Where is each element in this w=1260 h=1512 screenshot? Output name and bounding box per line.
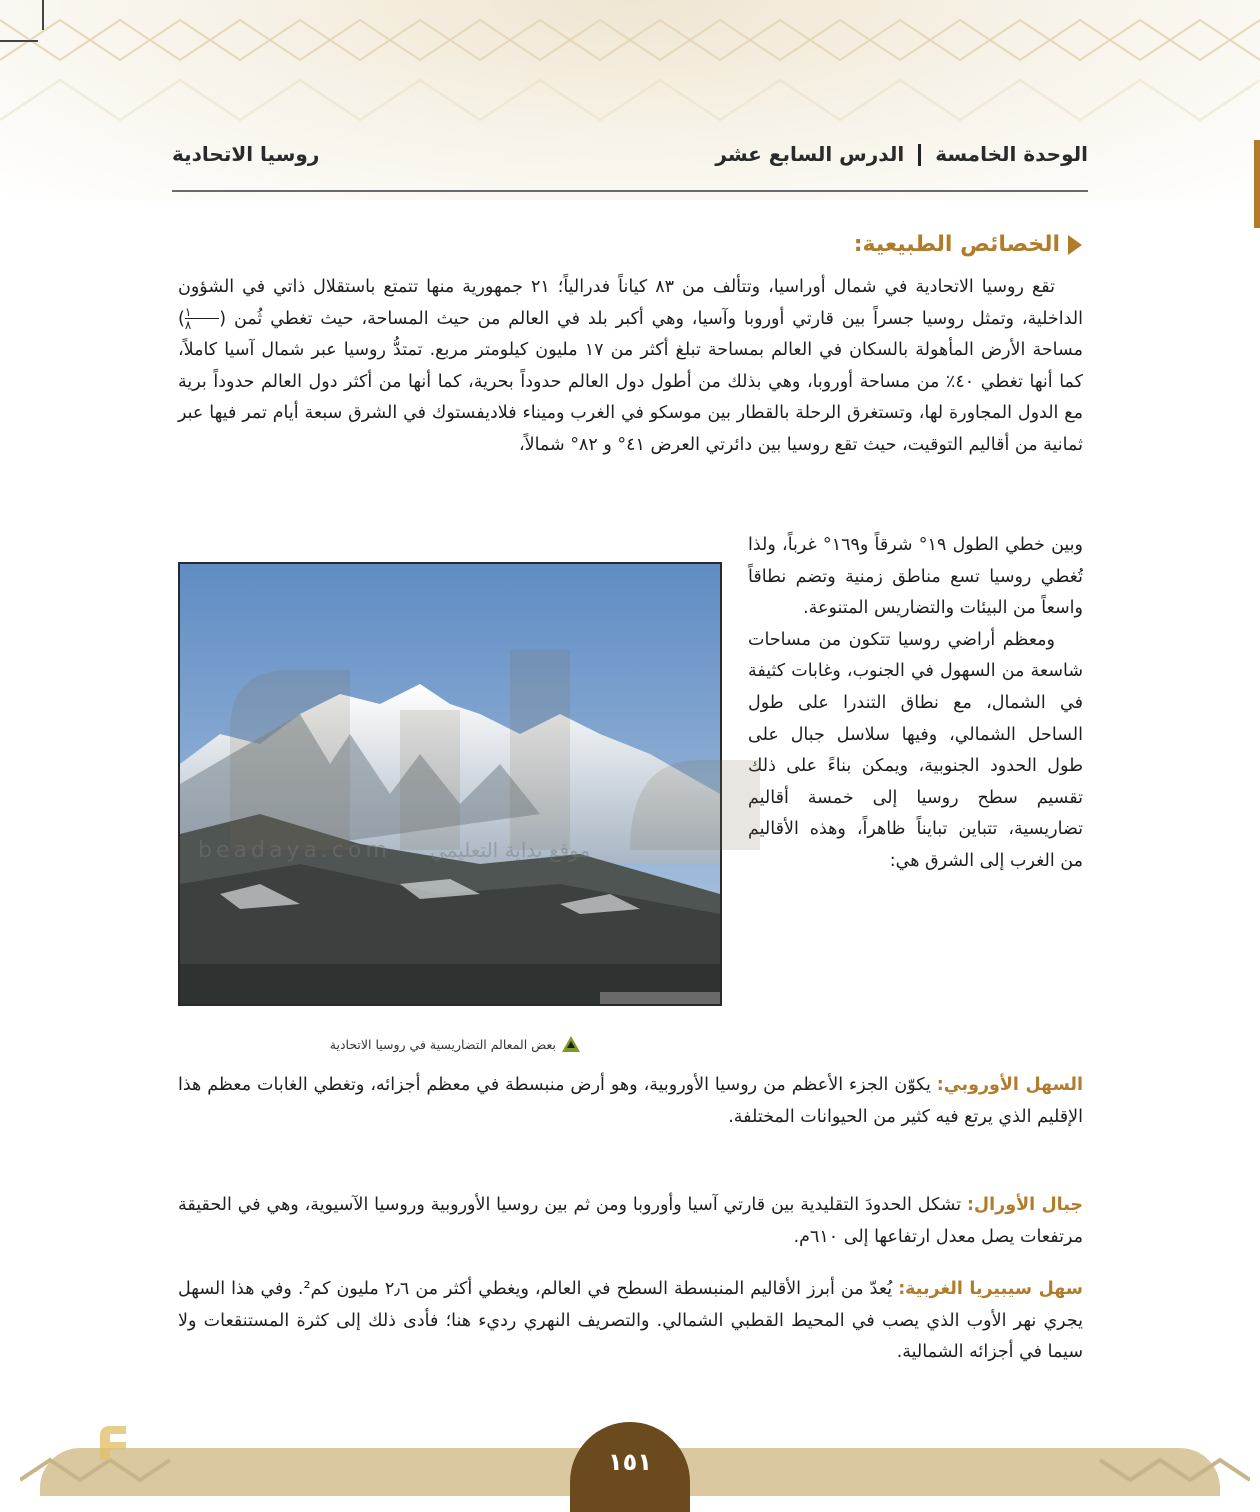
region-paragraph xyxy=(178,1070,1083,1133)
fraction-denominator: ٨ xyxy=(185,318,219,331)
figure-caption-text: بعض المعالم التضاريسية في روسيا الاتحادية xyxy=(329,1036,556,1052)
lesson-label: الدرس السابع عشر xyxy=(715,141,905,166)
footer-ornament-right xyxy=(1090,1440,1250,1496)
region-term: سهل سيبيريا الغربية: xyxy=(898,1279,1084,1299)
region-term: السهل الأوروبي: xyxy=(936,1075,1083,1095)
triangle-marker-icon xyxy=(562,1036,580,1052)
region-description: يُعدّ من أبرز الأقاليم المنبسطة السطح في العالم، ويغطي أكثر من ٢٫٦ مليون كم². وفي هذا السهل يجري نهر الأوب الذي يصب في المحيط القطبي الشمالي. والتصريف النهري رديء هنا؛ فأدى ذلك إلى كثرة المستنقعات ولا سيما في أجزائه الشمالية. xyxy=(178,1279,1083,1363)
crop-mark xyxy=(42,0,44,30)
figure-caption xyxy=(290,1036,580,1052)
page-number: ١٥١ xyxy=(570,1422,690,1512)
unit-label: الوحدة الخامسة xyxy=(935,141,1088,166)
running-header xyxy=(172,134,1088,174)
region-paragraph xyxy=(178,1274,1083,1369)
mountain-photo xyxy=(178,562,722,1006)
fraction-numerator: ١ xyxy=(184,305,192,320)
intro-paragraph xyxy=(178,272,1083,462)
chapter-title: روسيا الاتحادية xyxy=(172,142,320,166)
watermark-url: beadaya.com xyxy=(198,838,391,863)
watermark-site-label: موقع بداية التعليمي xyxy=(430,838,591,862)
section-title-text: الخصائص الطبيعية: xyxy=(853,232,1060,257)
unit-lesson-label xyxy=(715,142,1088,167)
intro-text-part2: ) مساحة الأرض المأهولة بالسكان في العالم بمساحة تبلغ أكثر من ١٧ مليون كيلومتر مربع. تمتدُّ روسيا عبر شمال آسيا كاملاً، كما أنها تغطي ٤٠٪ من مساحة أوروبا، وهي بذلك من أطول دول العالم حدوداً بحرية، كما أنها من أكثر دول العالم حدوداً برية مع الدول المجاورة لها، وتستغرق الرحلة بالقطار بين موسكو في الغرب وميناء فلاديفستوك في الشرق سبعة أيام تمر فيها عبر ثمانية من أقاليم التوقيت، حيث تقع روسيا بين دائرتي العرض ٤١° و ٨٢° شمالاً، xyxy=(178,308,1083,455)
header-separator xyxy=(918,144,921,166)
triangle-bullet-icon xyxy=(1068,235,1082,255)
publisher-logo-icon xyxy=(96,1420,136,1464)
region-term: جبال الأورال: xyxy=(966,1195,1083,1215)
crop-mark xyxy=(0,40,38,42)
fraction-one-eighth xyxy=(185,306,219,331)
mountain-illustration xyxy=(180,564,720,1004)
intro-text-part1: تقع روسيا الاتحادية في شمال أوراسيا، وتتألف من ٨٣ كياناً فدرالياً؛ ٢١ جمهورية منها تتمتع باستقلال ذاتي في الشؤون الداخلية، وتمثل روسيا جسراً بين قارتي أوروبا وآسيا، وهي أكبر بلد في العالم من حيث المساحة، حيث تغطي ثُمن ( xyxy=(178,277,1083,329)
region-description: تشكل الحدودَ التقليدية بين قارتي آسيا وأوروبا ومن ثم بين روسيا الأوروبية وروسيا الآسيوية، وهي في الحقيقة مرتفعات يصل معدل ارتفاعها إلى ٦١٠م. xyxy=(178,1195,1083,1247)
chapter-tab-marker xyxy=(1254,140,1260,228)
section-heading xyxy=(854,232,1082,257)
regions-intro-paragraph: ومعظم أراضي روسيا تتكون من مساحات شاسعة من السهول في الجنوب، وغابات كثيفة في الشمال، مع نطاق التندرا على طول الساحل الشمالي، وفيها سلاسل جبال على طول الحدود الجنوبية، ويمكن بناءً على ذلك تقسيم سطح روسيا إلى خمسة أقاليم تضاريسية، تتباين تبايناً ظاهراً، وهذه الأقاليم من الغرب إلى الشرق هي: xyxy=(748,629,1083,871)
continuation-paragraph: وبين خطي الطول ١٩° شرقاً و١٦٩° غرباً، ولذا تُغطي روسيا تسع مناطق زمنية وتضم نطاقاً واسعاً من البيئات والتضاريس المتنوعة. xyxy=(748,535,1083,619)
header-rule xyxy=(172,190,1088,192)
region-description: يكوّن الجزء الأعظم من روسيا الأوروبية، وهو أرض منبسطة في معظم أجزائه، وتغطي الغابات معظم هذا الإقليم الذي يرتع فيه كثير من الحيوانات المختلفة. xyxy=(178,1075,1083,1127)
side-column-text xyxy=(748,530,1083,878)
region-paragraph xyxy=(178,1190,1083,1253)
